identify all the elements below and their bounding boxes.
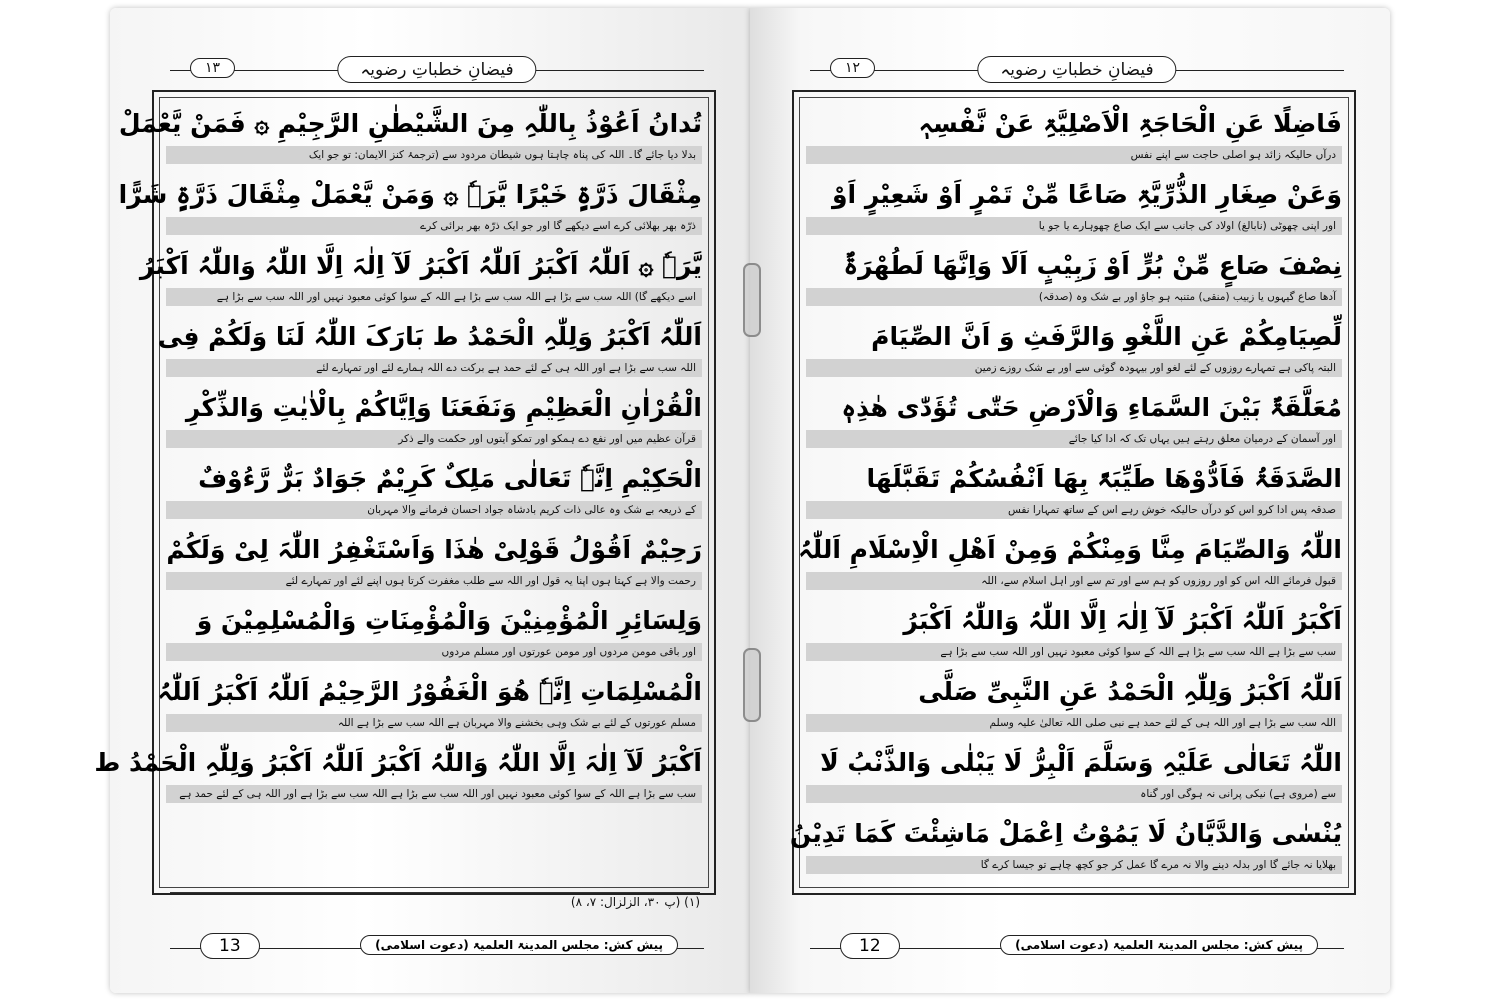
translation-text: سے (مروی ہے) نیکی پرانی نہ ہوگی اور گناہ	[806, 785, 1342, 803]
arabic-text: اَللّٰہُ اَکْبَرُ وَلِلّٰہِ الْحَمْدُ ط بَارَکَ اللّٰہُ لَنَا وَلَکُمْ فِی	[157, 322, 702, 351]
text-line	[166, 388, 702, 459]
text-line	[806, 672, 1342, 743]
text-line	[806, 104, 1342, 175]
text-line	[118, 175, 702, 246]
text-line	[166, 530, 702, 601]
text-line	[806, 601, 1342, 672]
page-footer	[170, 933, 704, 963]
arabic-text: تُدانُ اَعُوْذُ بِاللّٰہِ مِنَ الشَّیْطٰنِ الرَّجِیْمِ ۞ فَمَنْ یَّعْمَلْ	[118, 109, 702, 138]
left-page	[94, 8, 750, 993]
arabic-text: مُعَلَّقَۃٌ بَیْنَ السَّمَاءِ وَالْاَرْضِ حَتّٰی تُؤَدّٰی ھٰذِہٖ	[841, 393, 1342, 422]
header-page-number: ١٢	[830, 58, 875, 78]
text-line	[806, 317, 1342, 388]
header-title: فیضانِ خطباتِ رضویہ	[977, 56, 1176, 83]
arabic-text: لِّصِیَامِکُمْ عَنِ اللَّغْوِ وَالرَّفَثِ وَ اَنَّ الصِّیَامَ	[871, 322, 1342, 351]
translation-text: اسے دیکھے گا) اللہ سب سے بڑا ہے اللہ سب سے بڑا ہے اللہ کے سوا کوئی معبود نہیں اور اللہ سب سے بڑا ہے	[166, 288, 702, 306]
staple	[743, 648, 761, 722]
text-line	[806, 743, 1342, 814]
translation-text: سب سے بڑا ہے اللہ سب سے بڑا ہے اللہ کے سوا کوئی معبود نہیں اور اللہ سب سے بڑا ہے	[806, 643, 1342, 661]
translation-text: رحمت والا ہے کہتا ہوں اپنا یہ قول اور اللہ سے طلب مغفرت کرتا ہوں اپنے لئے اور تمہارے لئے	[166, 572, 702, 590]
text-line	[798, 530, 1342, 601]
arabic-text: اَکْبَرُ لَآ اِلٰہَ اِلَّا اللّٰہُ وَاللّٰہُ اَکْبَرُ اَللّٰہُ اَکْبَرُ وَلِلّٰہِ الْحَمْدُ ط	[94, 748, 702, 777]
arabic-text: الْحَکِیْمِ اِنَّہٗ تَعَالٰی مَلِکٌ کَرِیْمٌ جَوَادٌ بَرٌّ رَّءُوْفٌ	[198, 464, 702, 493]
text-line	[118, 104, 702, 175]
footer-publisher: پیش کش: مجلس المدینۃ العلمیۃ (دعوت اسلامی)	[360, 935, 678, 955]
translation-text: اور باقی مومن مردوں اور مومن عورتوں اور مسلم مردوں	[166, 643, 702, 661]
text-line	[94, 743, 702, 814]
footer-page-number: 13	[200, 933, 260, 959]
text-line	[166, 459, 702, 530]
arabic-text: یُنْسٰی وَالدَّیَّانُ لَا یَمُوْتُ اِعْمَلْ مَاشِئْتَ کَمَا تَدِیْنُ	[789, 819, 1342, 848]
translation-text: کے ذریعہ بے شک وہ عالی ذات کریم بادشاہ جواد احسان فرمانے والا مہربان	[166, 501, 702, 519]
translation-text: درآں حالیکہ زائد ہو اصلی حاجت سے اپنے نفس	[806, 146, 1342, 164]
text-line	[157, 317, 702, 388]
translation-text: قرآن عظیم میں اور نفع دے ہمکو اور تمکو آیتوں اور حکمت والے ذکر	[166, 430, 702, 448]
staple	[743, 263, 761, 337]
text-line	[806, 459, 1342, 530]
translation-text: البتہ پاکی ہے تمہارے روزوں کے لئے لغو اور بیہودہ گوئی سے اور بے شک روزے زمین	[806, 359, 1342, 377]
arabic-text: مِثْقَالَ ذَرَّۃٍ خَیْرًا یَّرَہٗ ۞ وَمَنْ یَّعْمَلْ مِثْقَالَ ذَرَّۃٍ شَرًّا	[118, 180, 702, 209]
translation-text: بدلا دیا جائے گا۔ اللہ کی پناہ چاہتا ہوں شیطان مردود سے (ترجمۂ کنز الایمان: تو جو ایک	[166, 146, 702, 164]
translation-text: مسلم عورتوں کے لئے بے شک وہی بخشنے والا مہربان ہے اللہ سب سے بڑا ہے اللہ	[166, 714, 702, 732]
open-booklet	[94, 8, 1390, 993]
header-title: فیضانِ خطباتِ رضویہ	[337, 56, 536, 83]
translation-text: قبول فرمائے اللہ اس کو اور روزوں کو ہم سے اور تم سے اور اہل اسلام سے، اللہ	[806, 572, 1342, 590]
arabic-text: رَحِیْمٌ اَقُوْلُ قَوْلِیْ ھٰذَا وَاَسْتَغْفِرُ اللّٰہَ لِیْ وَلَکُمْ	[166, 535, 702, 564]
page-footer	[810, 933, 1344, 963]
translation-text: اللہ سب سے بڑا ہے اور اللہ ہی کے لئے حمد ہے برکت دے اللہ ہمارے لئے اور تمہارے لئے	[166, 359, 702, 377]
arabic-text: فَاضِلًا عَنِ الْحَاجَۃِ الْاَصْلِیَّۃِ عَنْ نَّفْسِہٖ	[918, 109, 1342, 138]
translation-text: بھلایا نہ جائے گا اور بدلہ دینے والا نہ مرے گا عمل کر جو کچھ چاہے تو جیسا کرے گا	[806, 856, 1342, 874]
arabic-text: اللّٰہُ وَالصِّیَامَ مِنَّا وَمِنْکُمْ وَمِنْ اَھْلِ الْاِسْلَامِ اَللّٰہُ	[798, 535, 1342, 564]
text-line	[157, 672, 702, 743]
footer-page-number: 12	[840, 933, 900, 959]
text-line	[166, 601, 702, 672]
arabic-text: اَللّٰہُ اَکْبَرُ وَلِلّٰہِ الْحَمْدُ عَنِ النَّبِیِّ صَلَّی	[918, 677, 1342, 706]
arabic-text: وَعَنْ صِغَارِ الذُّرِّیَّۃِ صَاعًا مِّنْ تَمْرٍ اَوْ شَعِیْرٍ اَوْ	[832, 180, 1342, 209]
arabic-text: اَکْبَرُ اَللّٰہُ اَکْبَرُ لَآ اِلٰہَ اِلَّا اللّٰہُ وَاللّٰہُ اَکْبَرُ	[903, 606, 1342, 635]
header-page-number: ١٣	[190, 58, 235, 78]
page-header	[810, 54, 1344, 86]
translation-text: اللہ سب سے بڑا ہے اور اللہ ہی کے لئے حمد ہے نبی صلی اللہ تعالیٰ علیہ وسلم	[806, 714, 1342, 732]
page-content	[789, 104, 1342, 881]
page-header	[170, 54, 704, 86]
right-page	[750, 8, 1390, 993]
footnote: (۱) (پ ۳۰، الزلزال: ۷، ۸)	[170, 892, 700, 917]
arabic-text: اللّٰہُ تَعَالٰی عَلَیْہِ وَسَلَّمَ اَلْبِرُّ لَا یَبْلٰی وَالذَّنْبُ لَا	[820, 748, 1342, 777]
text-line	[139, 246, 702, 317]
translation-text: ذرّہ بھر بھلائی کرے اسے دیکھے گا اور جو ایک ذرّہ بھر برائی کرے	[166, 217, 702, 235]
text-line	[806, 175, 1342, 246]
page-content	[94, 104, 702, 881]
arabic-text: الْقُرْاٰنِ الْعَظِیْمِ وَنَفَعَنَا وَاِیَّاکُمْ بِالْاٰیٰتِ وَالذِّکْرِ	[185, 393, 702, 422]
translation-text: سب سے بڑا ہے اللہ کے سوا کوئی معبود نہیں اور اللہ سب سے بڑا ہے اللہ سب سے بڑا ہے اور اللہ ہی کے لئے حمد ہے	[166, 785, 702, 803]
arabic-text: یَّرَہٗ ۞ اَللّٰہُ اَکْبَرُ اَللّٰہُ اَکْبَرُ لَآ اِلٰہَ اِلَّا اللّٰہُ وَاللّٰہُ اَکْبَرُ	[139, 251, 702, 280]
translation-text: اور آسمان کے درمیان معلق رہتے ہیں یہاں تک کہ ادا کیا جائے	[806, 430, 1342, 448]
translation-text: اور اپنی چھوٹی (نابالغ) اولاد کی جانب سے ایک صاع چھوہارے یا جو یا	[806, 217, 1342, 235]
translation-text: صدقہ پس ادا کرو اس کو درآں حالیکہ خوش رہے اس کے ساتھ تمہارا نفس	[806, 501, 1342, 519]
arabic-text: الْمُسْلِمَاتِ اِنَّہٗ ھُوَ الْغَفُوْرُ الرَّحِیْمُ اَللّٰہُ اَکْبَرُ اَللّٰہُ	[157, 677, 702, 706]
footer-publisher: پیش کش: مجلس المدینۃ العلمیۃ (دعوت اسلامی)	[1000, 935, 1318, 955]
text-line	[789, 814, 1342, 885]
arabic-text: الصَّدَقَۃُ فَاَدُّوْھَا طَیِّبَۃً بِھَا اَنْفُسُکُمْ تَقَبَّلَھَا	[866, 464, 1342, 493]
arabic-text: نِصْفَ صَاعٍ مِّنْ بُرٍّ اَوْ زَبِیْبٍ اَلَا وَاِنَّھَا لَطُھْرَۃٌ	[843, 251, 1342, 280]
text-line	[806, 246, 1342, 317]
arabic-text: وَلِسَائِرِ الْمُؤْمِنِیْنَ وَالْمُؤْمِنَاتِ وَالْمُسْلِمِیْنَ وَ	[196, 606, 702, 635]
translation-text: آدھا صاع گیہوں یا زبیب (منقی) متنبہ ہو جاؤ اور بے شک وہ (صدقہ)	[806, 288, 1342, 306]
text-line	[806, 388, 1342, 459]
